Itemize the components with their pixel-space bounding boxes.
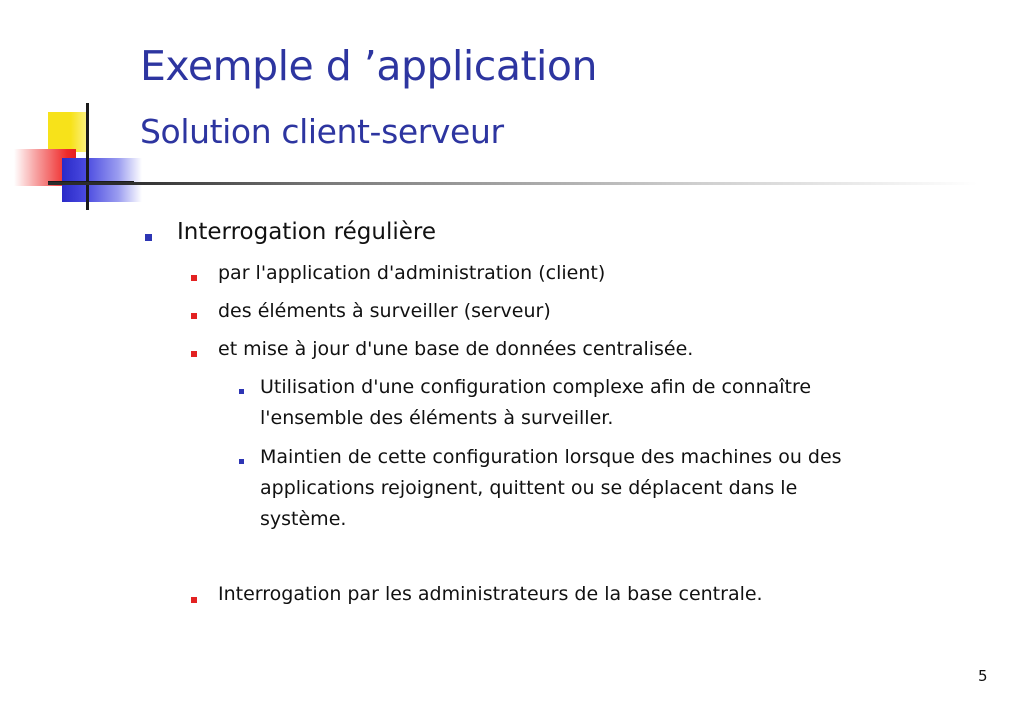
list-item-level2: et mise à jour d'une base de données centralisée.	[218, 338, 694, 360]
slide-subtitle: Solution client-serveur	[140, 112, 504, 151]
list-item-level3-line: l'ensemble des éléments à surveiller.	[260, 407, 614, 429]
list-item-level2: Interrogation par les administrateurs de la base centrale.	[218, 583, 763, 605]
title-divider	[48, 182, 978, 185]
bullet-level2	[191, 275, 197, 281]
list-item-level1: Interrogation régulière	[177, 219, 436, 245]
page-number: 5	[978, 667, 988, 685]
list-item-level2: des éléments à surveiller (serveur)	[218, 300, 551, 322]
list-item-level3-line: applications rejoignent, quittent ou se déplacent dans le	[260, 477, 798, 499]
logo-yellow-square	[48, 112, 86, 152]
bullet-level1	[145, 234, 152, 241]
bullet-level3	[239, 459, 244, 464]
bullet-level3	[239, 389, 244, 394]
list-item-level3-line: Utilisation d'une configuration complexe afin de connaître	[260, 376, 812, 398]
slide-title: Exemple d ’application	[140, 42, 597, 90]
list-item-level3-line: Maintien de cette configuration lorsque des machines ou des	[260, 446, 842, 468]
bullet-level2	[191, 313, 197, 319]
bullet-level2	[191, 351, 197, 357]
logo-vertical-line	[86, 103, 89, 210]
list-item-level2: par l'application d'administration (client)	[218, 262, 606, 284]
bullet-level2	[191, 597, 197, 603]
logo-blue-square	[62, 158, 142, 202]
list-item-level3-line: système.	[260, 508, 347, 530]
